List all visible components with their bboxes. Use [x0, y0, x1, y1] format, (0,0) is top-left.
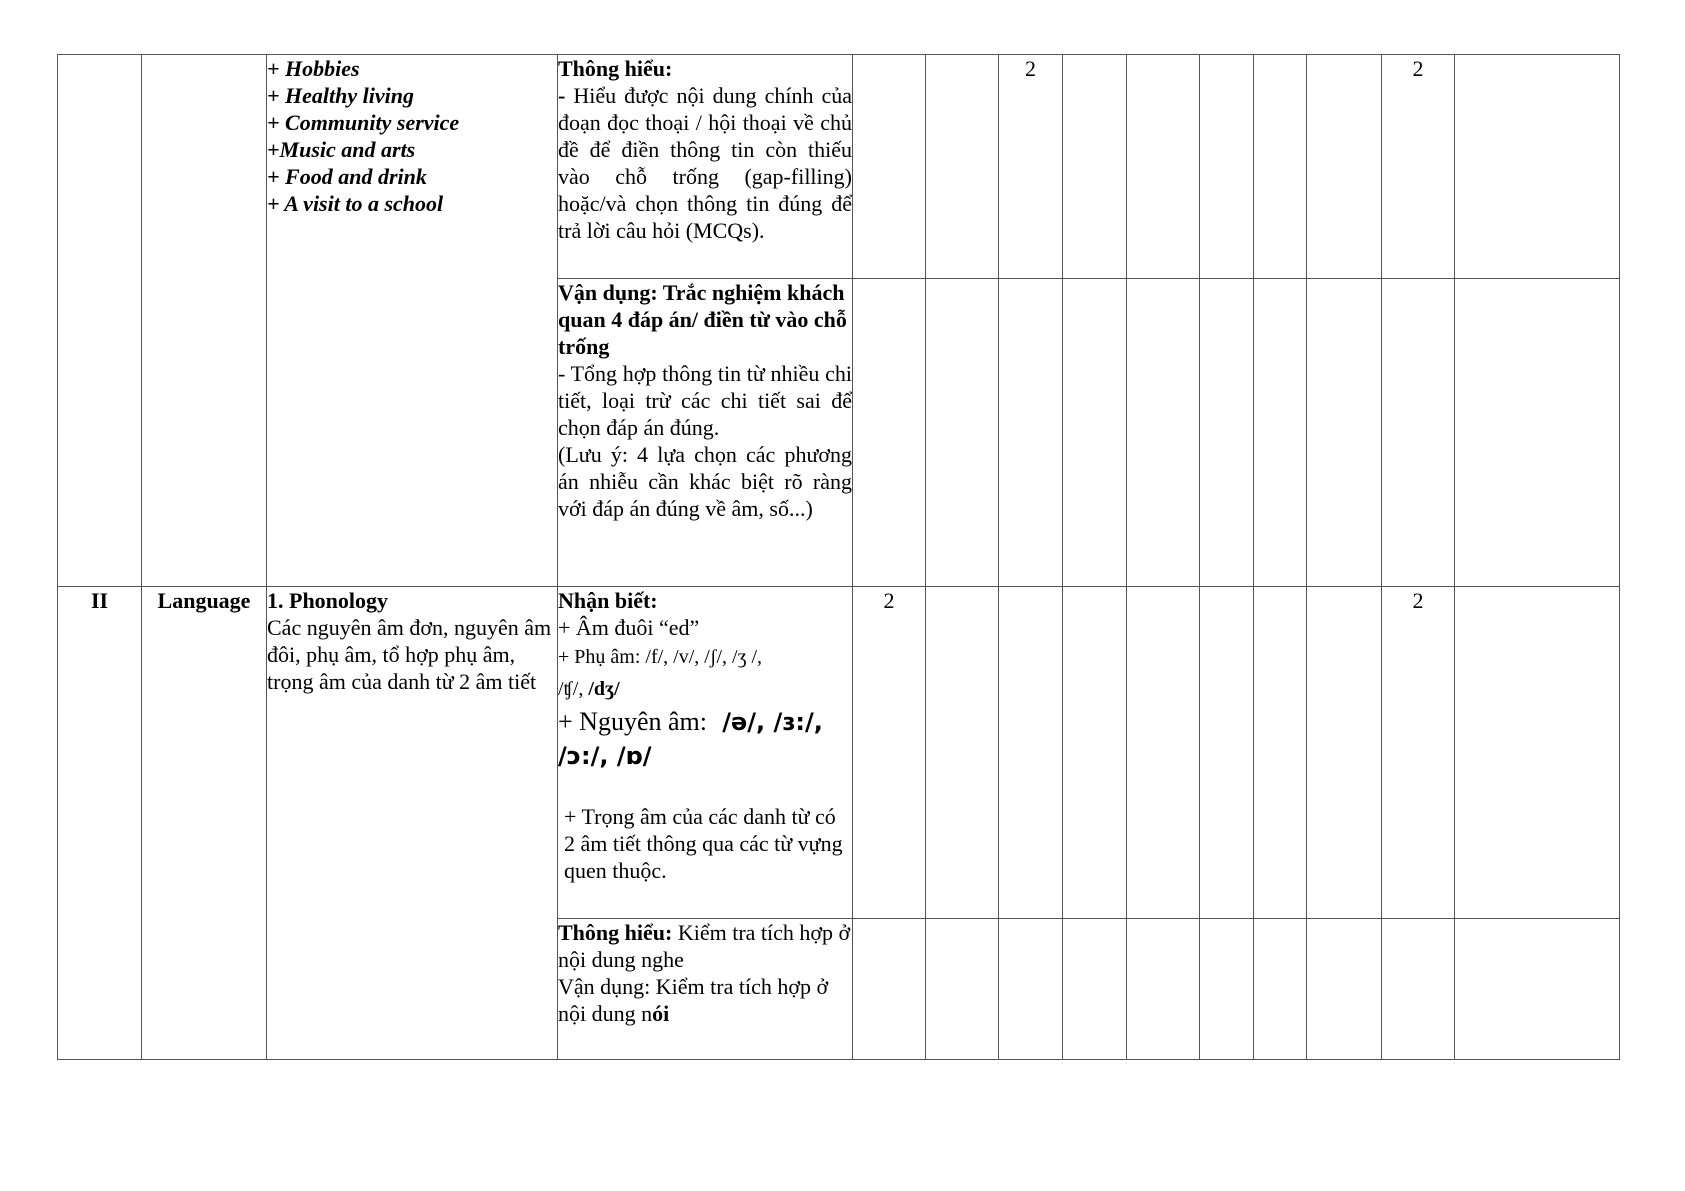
comprehension-heading: Thông hiểu: [558, 56, 673, 81]
roman-cell [58, 55, 142, 587]
recognition-heading: Nhận biết: [558, 588, 658, 613]
application-cell [558, 279, 853, 587]
count-cell [1127, 279, 1200, 587]
topic-item: + Food and drink [267, 164, 427, 189]
count-cell [1127, 587, 1200, 919]
count-cell [1307, 919, 1382, 1060]
recognition-line: + Âm đuôi “ed” [558, 615, 700, 640]
count-cell [926, 919, 999, 1060]
recognition-line: + Phụ âm: /f/, /v/, /ʃ/, /ʒ /, [558, 646, 763, 668]
count-cell [1063, 919, 1127, 1060]
application-heading: Vận dụng: Trắc nghiệm khách quan 4 đáp án/ điền từ vào chỗ trống [558, 280, 847, 359]
recognition-cell [558, 587, 853, 919]
count-cell [1455, 919, 1620, 1060]
count-cell [1063, 279, 1127, 587]
count-cell: 2 [1382, 55, 1455, 279]
topic-item: +Music and arts [267, 137, 416, 162]
integration-cell [558, 919, 853, 1060]
recognition-line: + Trọng âm của các danh từ có 2 âm tiết thông qua các từ vựng quen thuộc. [564, 804, 843, 883]
recognition-line: /ʧ/, /dʒ/ [558, 678, 620, 700]
count-cell [999, 919, 1063, 1060]
count-cell [1382, 279, 1455, 587]
count-cell [1200, 55, 1254, 279]
topic-item: + Hobbies [267, 56, 360, 81]
count-cell [1254, 279, 1307, 587]
count-cell [853, 919, 926, 1060]
recognition-line: + Nguyên âm: /ə/, /ɜ:/, [558, 707, 823, 736]
comprehension-cell [558, 55, 853, 279]
count-cell: 2 [1382, 587, 1455, 919]
application-note: (Lưu ý: 4 lựa chọn các phương án nhiễu cần khác biệt rõ ràng với đáp án đúng về âm, số...) [558, 442, 852, 521]
count-cell [1307, 55, 1382, 279]
content-heading: 1. Phonology [267, 588, 389, 613]
spec-matrix-table [57, 54, 1620, 1060]
count-cell [999, 587, 1063, 919]
count-cell [926, 587, 999, 919]
content-text: Các nguyên âm đơn, nguyên âm đôi, phụ âm, tổ hợp phụ âm, trọng âm của danh từ 2 âm tiết [267, 615, 552, 694]
topic-item: + Community service [267, 110, 460, 135]
spec-matrix-page [57, 54, 1620, 1060]
roman-numeral: II [58, 587, 142, 1060]
topic-item: + Healthy living [267, 83, 414, 108]
count-cell [1382, 919, 1455, 1060]
count-cell [1307, 587, 1382, 919]
count-cell: 2 [999, 55, 1063, 279]
comprehension-text: - Hiểu được nội dung chính của đoạn đọc thoại / hội thoại về chủ đề để điền thông tin còn thiếu vào chỗ trống (gap-filling) hoặc/và chọn thông tin đúng để trả lời câu hỏi (MCQs). [558, 83, 853, 243]
count-cell [1200, 279, 1254, 587]
integration-text: Thông hiểu: Kiểm tra tích hợp ở nội dung nghe [558, 920, 851, 972]
integration-text: Vận dụng: Kiểm tra tích hợp ở nội dung nói [558, 974, 829, 1026]
table-row [58, 587, 1620, 919]
domain-label: Language [142, 587, 267, 1060]
topics-cell [267, 55, 558, 587]
count-cell [1200, 587, 1254, 919]
count-cell [1455, 279, 1620, 587]
table-row [58, 55, 1620, 279]
topic-item: + A visit to a school [267, 191, 444, 216]
count-cell [1127, 919, 1200, 1060]
count-cell [853, 279, 926, 587]
count-cell [1200, 919, 1254, 1060]
application-text: - Tổng hợp thông tin từ nhiều chi tiết, loại trừ các chi tiết sai để chọn đáp án đúng. [558, 361, 852, 440]
count-cell [1254, 587, 1307, 919]
count-cell [926, 279, 999, 587]
count-cell [1063, 587, 1127, 919]
count-cell [999, 279, 1063, 587]
count-cell [926, 55, 999, 279]
count-cell: 2 [853, 587, 926, 919]
count-cell [1127, 55, 1200, 279]
count-cell [1063, 55, 1127, 279]
count-cell [1307, 279, 1382, 587]
count-cell [1455, 55, 1620, 279]
domain-cell [142, 55, 267, 587]
count-cell [853, 55, 926, 279]
recognition-line: /ɔ:/, /ɒ/ [558, 742, 652, 770]
content-cell [267, 587, 558, 1060]
count-cell [1254, 55, 1307, 279]
count-cell [1254, 919, 1307, 1060]
count-cell [1455, 587, 1620, 919]
